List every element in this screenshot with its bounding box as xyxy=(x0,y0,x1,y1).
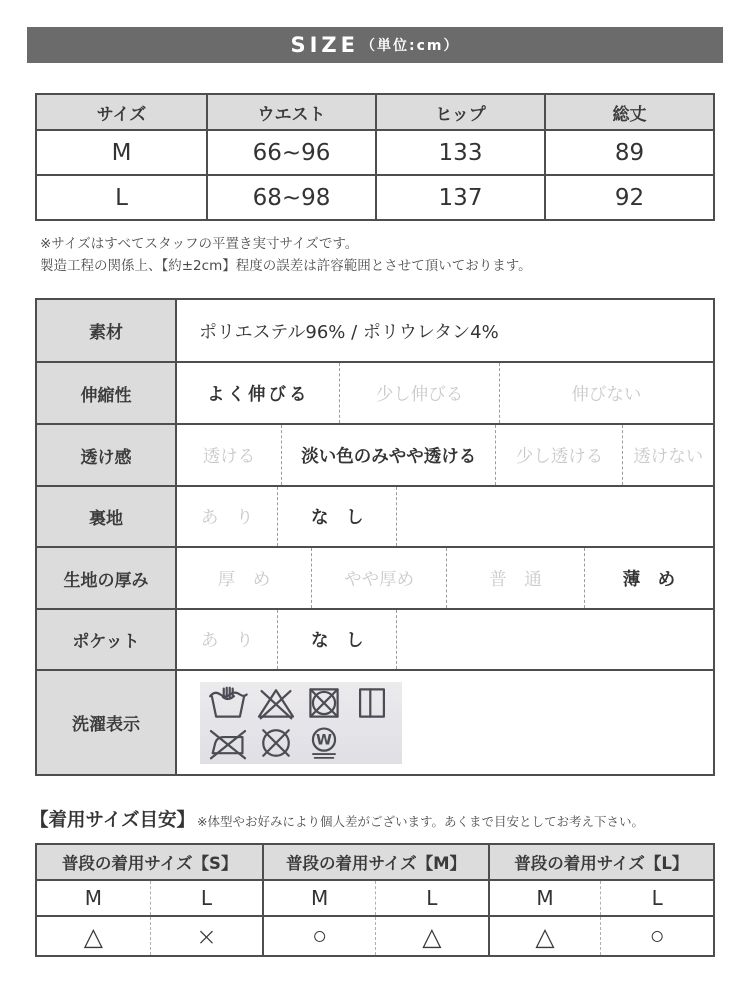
thickness-option-thin: 薄 め xyxy=(622,569,676,590)
spec-label-care: 洗濯表示 xyxy=(37,671,177,774)
wear-l-mark-l: ○ xyxy=(600,917,713,955)
pocket-empty-filler xyxy=(397,610,713,669)
spec-row-pocket xyxy=(37,608,713,669)
line-dry-icon xyxy=(350,686,394,720)
wet-clean-icon xyxy=(302,726,346,760)
spec-row-thickness xyxy=(37,546,713,608)
size-header-bar xyxy=(27,27,723,63)
hand-wash-icon xyxy=(206,686,250,720)
cell-size-l: L xyxy=(115,184,128,211)
sheer-option-sheer: 透ける xyxy=(177,425,282,485)
size-table xyxy=(35,93,715,221)
cell-hip-m: 133 xyxy=(375,131,544,174)
lining-empty-filler xyxy=(397,487,713,546)
pocket-option-no: な し xyxy=(278,610,397,669)
stretch-option-none: 伸びない xyxy=(571,384,642,405)
wear-col-usual-m: 普段の着用サイズ【M】 xyxy=(262,845,487,879)
col-header-size: サイズ xyxy=(96,104,147,125)
wear-size-heading xyxy=(30,806,750,832)
spec-label-pocket: ポケット xyxy=(37,610,177,669)
spec-label-lining: 裏地 xyxy=(37,487,177,546)
spec-row-stretch xyxy=(37,361,713,423)
spec-label-sheerness: 透け感 xyxy=(37,425,177,485)
col-header-hip: ヒップ xyxy=(375,95,544,129)
wear-l-mark-m: △ xyxy=(488,917,601,955)
lining-option-no: な し xyxy=(278,487,397,546)
wear-l-size-m: M xyxy=(488,881,601,915)
size-notes xyxy=(40,234,750,277)
spec-label-stretch: 伸縮性 xyxy=(37,363,177,423)
wear-l-size-l: L xyxy=(600,881,713,915)
wear-m-size-m: M xyxy=(262,881,375,915)
no-tumble-dry-icon xyxy=(302,686,346,720)
wear-s-size-l: L xyxy=(150,881,263,915)
wear-size-row xyxy=(37,879,713,915)
size-note-line1: ※サイズはすべてスタッフの平置き実寸サイズです。 xyxy=(40,236,359,252)
wear-size-title: 【着用サイズ目安】 xyxy=(30,810,196,832)
cell-size-m: M xyxy=(111,139,132,166)
cell-waist-l: 68~98 xyxy=(206,176,375,219)
material-value: ポリエステル96% / ポリウレタン4% xyxy=(199,321,499,343)
thickness-option-somewhat: やや厚め xyxy=(312,548,447,608)
spec-table xyxy=(35,298,715,776)
thickness-option-thick: 厚 め xyxy=(177,548,312,608)
col-header-length: 総丈 xyxy=(544,95,713,129)
spec-label-thickness: 生地の厚み xyxy=(37,548,177,608)
spec-row-care xyxy=(37,669,713,774)
cell-hip-l: 137 xyxy=(375,176,544,219)
wear-col-usual-s: 普段の着用サイズ【S】 xyxy=(61,854,238,874)
wear-size-note: ※体型やお好みにより個人差がございます。あくまで目安としてお考え下さい。 xyxy=(197,814,645,830)
wear-table-header-row xyxy=(37,845,713,879)
wear-s-size-m: M xyxy=(84,886,102,911)
wear-m-size-l: L xyxy=(375,881,488,915)
wear-m-mark-m: ○ xyxy=(262,917,375,955)
thickness-option-normal: 普 通 xyxy=(447,548,585,608)
pocket-option-yes: あ り xyxy=(177,610,278,669)
stretch-option-some: 少し伸びる xyxy=(340,363,499,423)
cell-length-m: 89 xyxy=(544,131,713,174)
size-title: SIZE xyxy=(290,33,359,57)
size-unit-label: （単位:cm） xyxy=(361,38,460,54)
sheer-option-slight: 少し透ける xyxy=(496,425,623,485)
care-symbols-image xyxy=(200,682,402,764)
spec-row-material xyxy=(37,300,713,361)
wear-mark-row xyxy=(37,915,713,955)
cell-waist-m: 66~96 xyxy=(206,131,375,174)
no-iron-icon xyxy=(206,726,250,760)
spec-row-sheerness xyxy=(37,423,713,485)
stretch-option-high: よく伸びる xyxy=(177,363,340,423)
no-bleach-icon xyxy=(254,686,298,720)
spec-row-lining xyxy=(37,485,713,546)
size-note-line2: 製造工程の関係上、【約±2cm】程度の誤差は許容範囲とさせて頂いております。 xyxy=(40,257,532,274)
sheer-option-light-only: 淡い色のみやや透ける xyxy=(282,425,496,485)
table-row xyxy=(37,174,713,219)
wear-s-mark-l: × xyxy=(150,917,263,955)
wear-col-usual-l: 普段の着用サイズ【L】 xyxy=(488,845,713,879)
svg-text:W: W xyxy=(316,732,332,749)
sheer-option-none: 透けない xyxy=(633,446,704,467)
lining-option-yes: あ り xyxy=(177,487,278,546)
wear-m-mark-l: △ xyxy=(375,917,488,955)
spec-label-material: 素材 xyxy=(37,300,177,361)
table-row xyxy=(37,129,713,174)
wear-size-table xyxy=(35,843,715,957)
no-dry-clean-icon xyxy=(254,726,298,760)
col-header-waist: ウエスト xyxy=(206,95,375,129)
cell-length-l: 92 xyxy=(544,176,713,219)
size-table-header-row xyxy=(37,95,713,129)
wear-s-mark-m: △ xyxy=(83,921,103,951)
